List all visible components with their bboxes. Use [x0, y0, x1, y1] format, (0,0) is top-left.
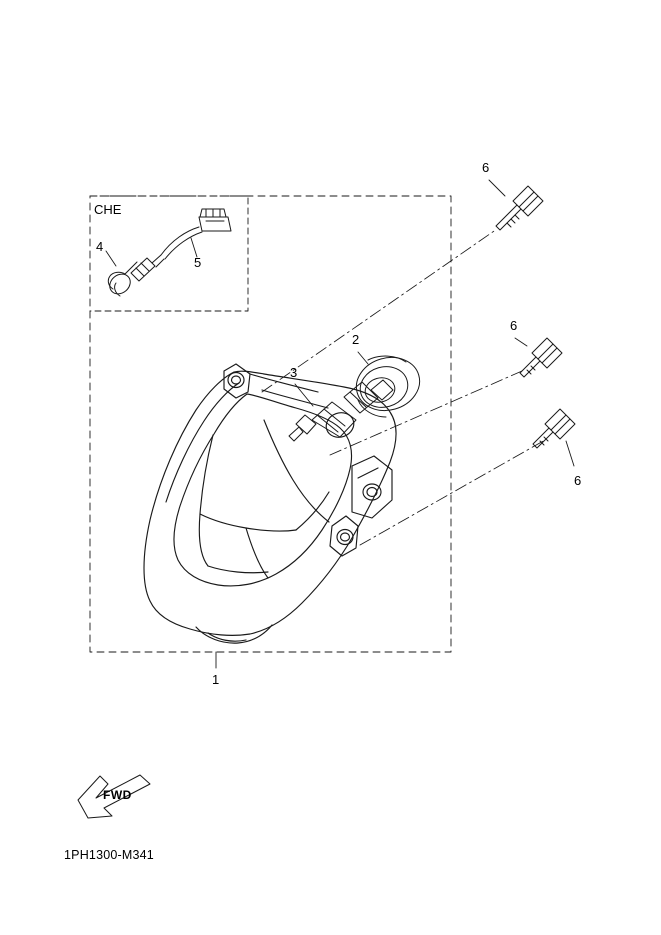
- screw-part6-top: [496, 186, 543, 230]
- callout-5: 5: [194, 255, 202, 270]
- callout-6a: 6: [482, 160, 490, 175]
- part-code: 1PH1300-M341: [64, 848, 154, 862]
- bulb-retainer-part2: [350, 350, 426, 418]
- leader-lines-screws: [489, 180, 574, 466]
- callout-1: 1: [212, 672, 220, 687]
- callout-6c: 6: [574, 473, 582, 488]
- aux-bulb-part4: [106, 255, 164, 298]
- callout-2: 2: [352, 332, 360, 347]
- assembly-boundary-dashed: [90, 196, 451, 652]
- headlight-housing-part1: [144, 364, 396, 643]
- screw-part6-bottom: [533, 409, 575, 448]
- leader-line-4: [106, 251, 116, 266]
- callout-4: 4: [96, 239, 104, 254]
- leader-line-2: [358, 352, 368, 364]
- callout-3: 3: [290, 365, 298, 380]
- wire-harness-part5: [161, 209, 231, 259]
- callout-6b: 6: [510, 318, 518, 333]
- screw-part6-middle: [520, 338, 562, 377]
- fwd-label: FWD: [103, 788, 132, 802]
- che-label: CHE: [94, 202, 122, 217]
